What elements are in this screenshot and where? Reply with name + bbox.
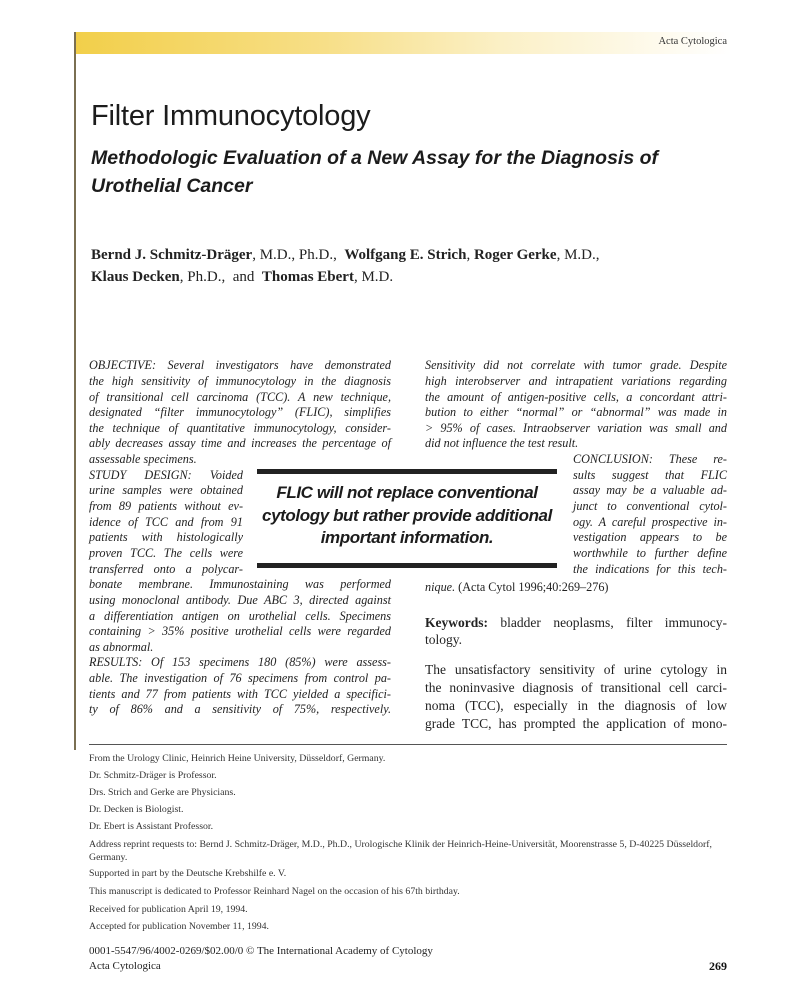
abstract-line: the amount of antigen-positive cells, a concordant attri- <box>425 390 727 404</box>
article-title: Filter Immunocytology <box>91 100 371 132</box>
abstract-line: idence of TCC and from 91 <box>89 515 243 529</box>
abstract-line: as abnormal. <box>89 640 154 654</box>
abstract-line: assessable specimens. <box>89 452 197 466</box>
author-name: Klaus Decken <box>91 269 180 285</box>
author-name: Roger Gerke <box>473 247 557 263</box>
abstract-line: STUDY DESIGN: Voided <box>89 468 243 482</box>
abstract-citation: (Acta Cytol 1996;40:269–276) <box>458 580 609 594</box>
author-conjunction: and <box>232 269 255 285</box>
conclusion-line: worthwhile to further define <box>573 546 727 560</box>
keywords-line <box>425 614 727 632</box>
abstract-line: able. The investigation of 76 specimens from control pa- <box>89 671 391 685</box>
abstract-line: RESULTS: Of 153 specimens 180 (85%) were assess- <box>89 655 391 669</box>
abstract-line: high interobserver and intrapatient variations regarding <box>425 374 727 388</box>
abstract-line: Sensitivity did not correlate with tumor grade. Despite <box>425 358 727 372</box>
abstract-line: the technique of quantitative immunocytology, consider- <box>89 421 391 435</box>
abstract-line: using monoclonal antibody. Due ABC 3, directed against <box>89 593 391 607</box>
pull-quote-top-rule <box>257 469 557 474</box>
body-text-line: the noninvasive diagnosis of transitional cell carci- <box>425 680 727 695</box>
footnote: Dr. Ebert is Assistant Professor. <box>89 821 214 832</box>
journal-footer: Acta Cytologica <box>89 960 161 972</box>
journal-header: Acta Cytologica <box>658 36 727 47</box>
abstract-line: OBJECTIVE: Several investigators have demonstrated <box>89 358 391 372</box>
conclusion-line: junct to conventional cytol- <box>573 499 727 513</box>
body-text-line: The unsatisfactory sensitivity of urine cytology in <box>425 662 727 677</box>
conclusion-end: nique. <box>425 580 456 594</box>
body-text-line: noma (TCC), especially in the diagnosis of low <box>425 698 727 713</box>
footnote: Received for publication April 19, 1994. <box>89 904 248 915</box>
abstract-line: from 89 patients without ev- <box>89 499 243 513</box>
left-margin-rule <box>74 32 76 750</box>
footnote: Dr. Schmitz-Dräger is Professor. <box>89 770 217 781</box>
keywords-text: bladder neoplasms, filter immunocy- <box>500 615 727 630</box>
conclusion-line: ogy. A careful prospective in- <box>573 515 727 529</box>
pull-quote-line: FLIC will not replace conventional <box>276 483 538 502</box>
footnote: Supported in part by the Deutsche Krebshilfe e. V. <box>89 868 287 879</box>
keywords-line: tology. <box>425 632 462 647</box>
author-degree: , M.D., <box>556 247 600 263</box>
abstract-line: a differentiation antigen on urothelial cells. Specimens <box>89 609 391 623</box>
footnote: From the Urology Clinic, Heinrich Heine University, Düsseldorf, Germany. <box>89 753 386 764</box>
pull-quote-line: important information. <box>320 528 494 547</box>
abstract-line: patients with histologically <box>89 530 243 544</box>
author-name: Thomas Ebert <box>261 269 354 285</box>
abstract-line: > 95% of cases. Intraobserver variation was small and <box>425 421 727 435</box>
footnote-divider <box>89 744 727 745</box>
conclusion-line: assay may be a valuable ad- <box>573 483 727 497</box>
conclusion-line <box>425 580 608 596</box>
footnote: Address reprint requests to: Bernd J. Schmitz-Dräger, M.D., Ph.D., Urologische Klinik der Heinrich-Heine-Universität, Moorenstrasse 5, D-40225 Düsseldorf, Germany. <box>89 839 712 863</box>
conclusion-line: the indications for this tech- <box>573 562 727 576</box>
abstract-line: the high sensitivity of immunocytology in the diagnosis <box>89 374 391 388</box>
copyright-line: 0001-5547/96/4002-0269/$02.00/0 © The International Academy of Cytology <box>89 945 433 957</box>
author-degree: , M.D. <box>353 269 394 285</box>
author-list <box>91 244 731 288</box>
pull-quote-bottom-rule <box>257 563 557 568</box>
keywords-label: Keywords: <box>425 615 488 630</box>
footnote: Drs. Strich and Gerke are Physicians. <box>89 787 236 798</box>
author-name: Bernd J. Schmitz-Dräger <box>91 247 253 263</box>
abstract-line: bution to either “normal” or “abnormal” was made in <box>425 405 727 419</box>
header-color-band <box>76 32 731 54</box>
author-name: Wolfgang E. Strich <box>344 247 467 263</box>
footnote: Dr. Decken is Biologist. <box>89 804 184 815</box>
author-degree: , Ph.D., <box>179 269 226 285</box>
abstract-line: transferred onto a polycar- <box>89 562 243 576</box>
pull-quote-line: cytology but rather provide additional <box>262 505 552 525</box>
abstract-line: ty of 86% and a sensitivity of 75%, respectively. <box>89 702 391 716</box>
page-number: 269 <box>709 959 727 973</box>
conclusion-line: sults suggest that FLIC <box>573 468 727 482</box>
abstract-line: designated “filter immunocytology” (FLIC), simplifies <box>89 405 391 419</box>
pull-quote-text <box>257 482 557 550</box>
article-subtitle: Methodologic Evaluation of a New Assay for the Diagnosis of Urothelial Cancer <box>91 147 659 197</box>
abstract-line: containing > 35% positive urothelial cells were regarded <box>89 624 391 638</box>
body-text-line: grade TCC, has prompted the application of mono- <box>425 716 727 731</box>
abstract-line: ably decreases assay time and increases the percentage of <box>89 436 391 450</box>
abstract-line: proven TCC. The cells were <box>89 546 243 560</box>
abstract-line: of transitional cell carcinoma (TCC). A new technique, <box>89 390 391 404</box>
abstract-line: bonate membrane. Immunostaining was performed <box>89 577 391 591</box>
author-degree: , <box>466 247 471 263</box>
author-degree: , M.D., Ph.D., <box>252 247 337 263</box>
abstract-line: tients and 77 from patients with TCC yielded a specifici- <box>89 687 391 701</box>
footnote: Accepted for publication November 11, 1994. <box>89 921 270 932</box>
abstract-line: urine samples were obtained <box>89 483 243 497</box>
conclusion-line: vestigation appears to be <box>573 530 727 544</box>
footnote: This manuscript is dedicated to Professor Reinhard Nagel on the occasion of his 67th birthday. <box>89 886 460 897</box>
pull-quote <box>257 469 557 568</box>
abstract-line: did not influence the test result. <box>425 436 579 450</box>
conclusion-line: CONCLUSION: These re- <box>573 452 727 466</box>
